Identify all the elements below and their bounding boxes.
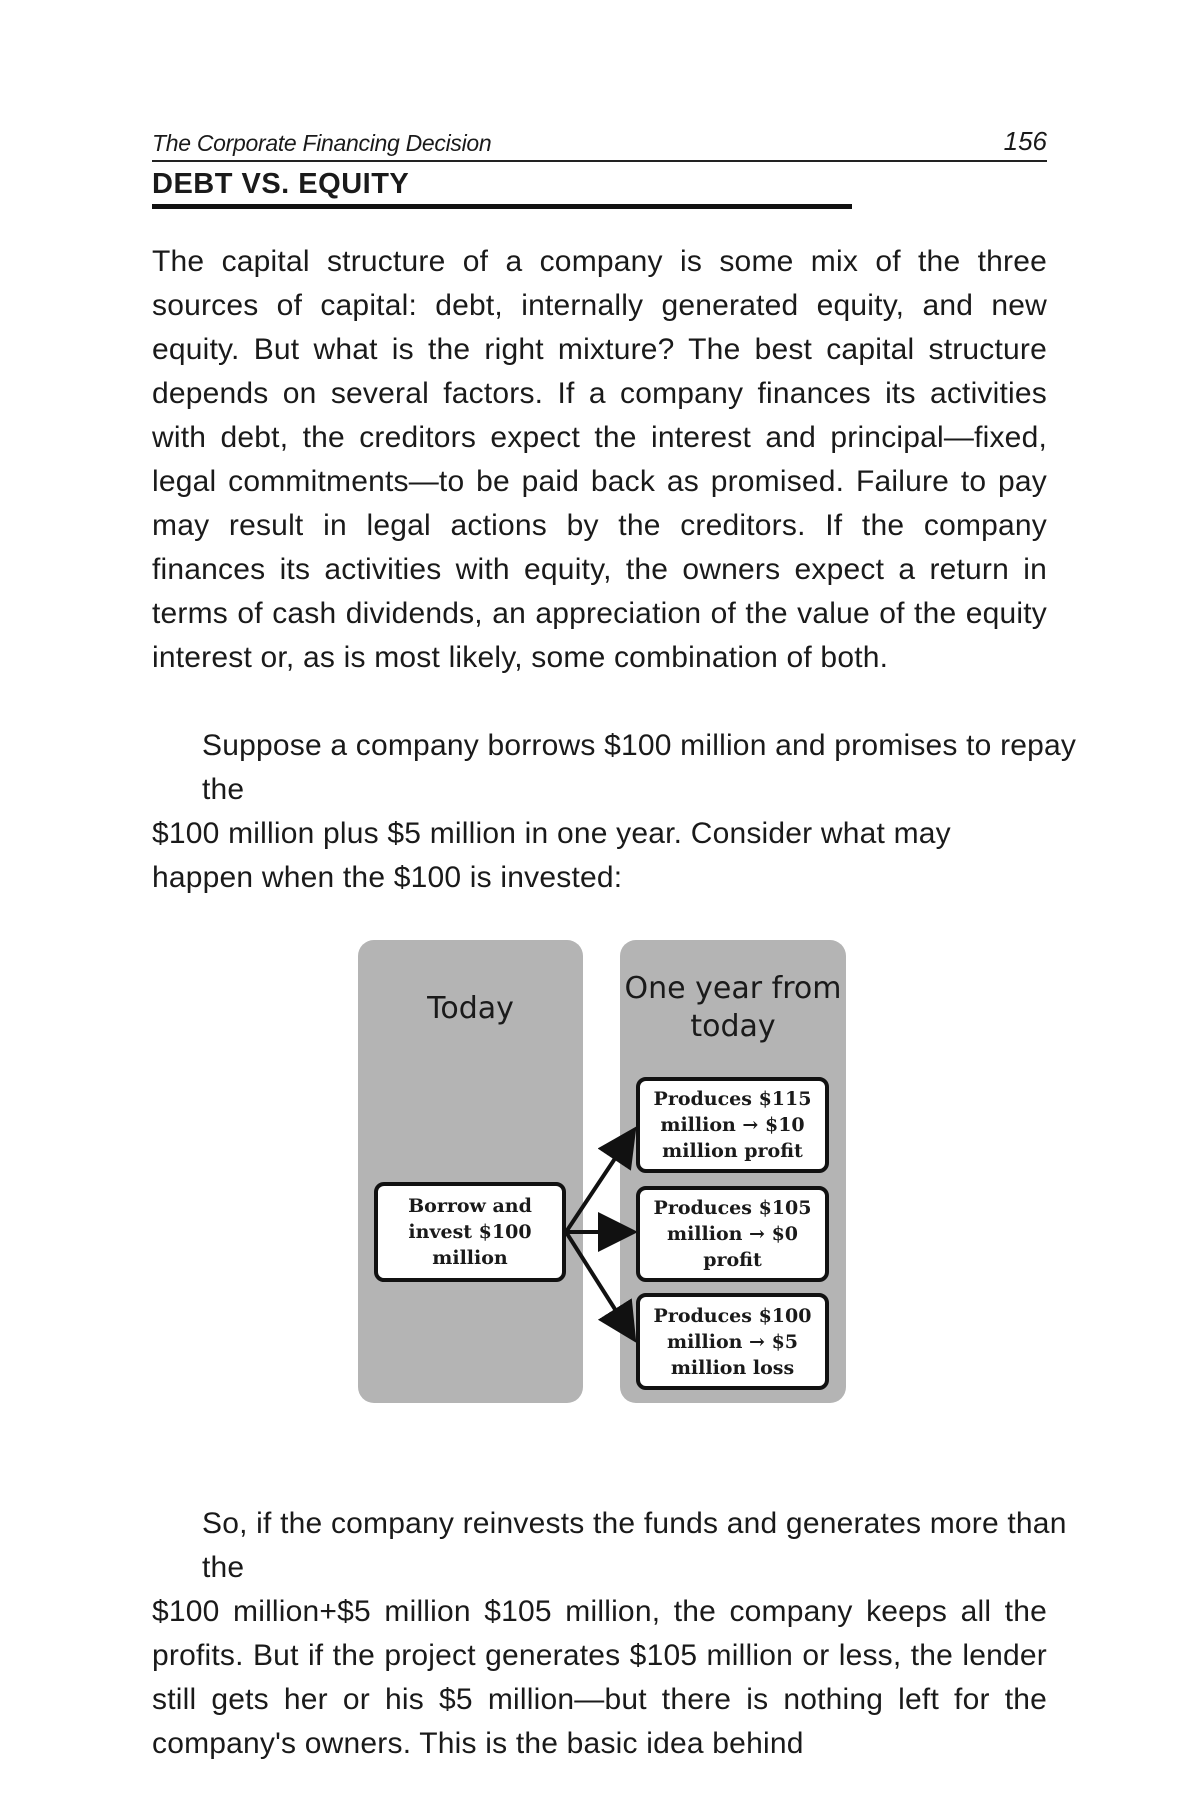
paragraph-outcome-continued: $100 million+$5 million $105 million, the company keeps all the profits. But if the project generates $105 million or less, the lender still gets her or his $5 million—but there is nothing left for the company's owners. This is the basic idea behind (152, 1595, 1047, 1760)
arrow-to-outcome-3 (566, 1232, 632, 1336)
running-head (152, 126, 1047, 162)
paragraph-outcome-intro: So, if the company reinvests the funds and generates more than the (202, 1507, 1067, 1584)
paragraph-borrow-continued: $100 million plus $5 million in one year. Consider what may happen when the $100 is invested: (152, 817, 951, 894)
outcome-profit-box: Produces $115 million → $10 million profit (636, 1077, 829, 1173)
outcome-loss-box: Produces $100 million → $5 million loss (636, 1293, 829, 1390)
today-column-title: Today (427, 991, 514, 1026)
paragraph-borrow-intro: Suppose a company borrows $100 million and promises to repay the (202, 729, 1077, 806)
one-year-column-title: One year from today (624, 971, 842, 1044)
borrowing-outcomes-diagram (358, 940, 848, 1405)
outcome-breakeven-box: Produces $105 million → $0 profit (636, 1186, 829, 1282)
borrow-invest-box: Borrow and invest $100 million (374, 1182, 566, 1282)
paragraph-capital-structure: The capital structure of a company is some mix of the three sources of capital: debt, internally generated equity, and new equity. But what is the right mixture? The best capital structure depends on several factors. If a company finances its activities with debt, the creditors expect the interest and principal—fixed, legal commitments—to be paid back as promised. Failure to pay may result in legal actions by the creditors. If the company finances its activities with equity, the owners expect a return in terms of cash dividends, an appreciation of the value of the equity interest or, as is most likely, some combination of both. (152, 245, 1047, 674)
arrow-to-outcome-1 (566, 1133, 632, 1232)
section-title: DEBT VS. EQUITY (152, 164, 852, 209)
book-title: The Corporate Financing Decision (152, 130, 492, 156)
page-number: 156 (1003, 126, 1047, 156)
